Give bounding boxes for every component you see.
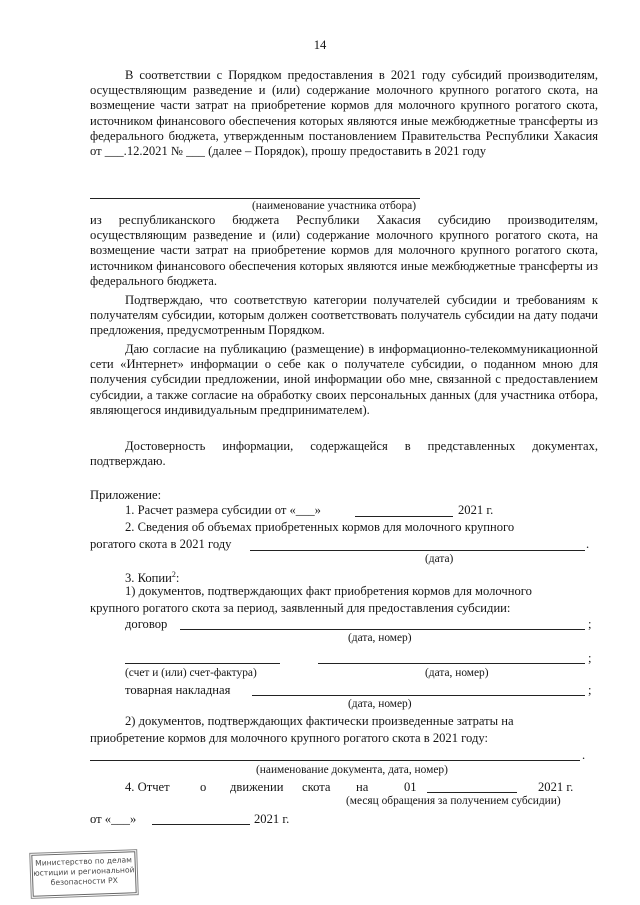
- item4-word-6: 01: [404, 780, 417, 794]
- sub1-line1: 1) документов, подтверждающих факт приобретения кормов для молочного: [125, 584, 532, 598]
- from-date-prefix: от «___»: [90, 812, 137, 826]
- contract-caption: (дата, номер): [348, 632, 412, 644]
- document-caption: (наименование документа, дата, номер): [256, 764, 448, 776]
- item1-date-line: [355, 516, 453, 517]
- item4-word-5: на: [356, 780, 369, 794]
- invoice-date-line: [318, 663, 585, 664]
- sub1-line2: крупного рогатого скота за период, заявленный для предоставления субсидии:: [90, 601, 511, 615]
- appendix-item-1: 1. Расчет размера субсидии от «___»: [125, 503, 321, 517]
- appendix-heading: Приложение:: [90, 488, 162, 502]
- consent-paragraph: Даю согласие на публикацию (размещение) в информационно-телекоммуникационной сети «Интернет» информации о себе как о получателе субсидии, о поданном мною для получения субсидии предложении, иной информации обо мне, связанной с предоставлением субсидии, а также согласие на обработку своих персональных данных (для участника отбора, являющегося индивидуальным предпринимателем).: [90, 342, 598, 417]
- from-date-line: [152, 824, 250, 825]
- item4-word-3: движении: [230, 780, 284, 794]
- stamp-line-1: Министерство по делам: [35, 855, 133, 868]
- item4-word-2: о: [200, 780, 207, 794]
- budget-paragraph: из республиканского бюджета Республики Хакасия субсидию производителям, осуществляющим разведение и (или) содержание молочного крупного рогатого скота, на возмещение части затрат на приобретение кормов для молочного крупного рогатого скота, источником финансового обеспечения которых являются иные межбюджетные трансферты из федерального бюджета.: [90, 213, 598, 288]
- waybill-semicolon: ;: [588, 683, 592, 697]
- item4-word-1: 4. Отчет: [125, 780, 170, 794]
- confirm-paragraph: Подтверждаю, что соответствую категории получателей субсидии и требованиям к получателям субсидии, которым должен соответствовать получатель субсидии на дату подачи предложения, предусмотренным Порядком.: [90, 293, 598, 338]
- item4-year: 2021 г.: [538, 780, 574, 794]
- document-period: .: [582, 748, 586, 762]
- reliability-paragraph: Достоверность информации, содержащейся в представленных документах, подтверждаю.: [90, 439, 598, 469]
- sub2-line1: 2) документов, подтверждающих фактически произведенные затраты на: [125, 714, 514, 728]
- item2-end: .: [586, 537, 590, 551]
- stamp-line-3: безопасности РХ: [50, 875, 118, 888]
- sub2-line2: приобретение кормов для молочного крупного рогатого скота в 2021 году:: [90, 731, 488, 745]
- appendix-item-2-line1: 2. Сведения об объемах приобретенных кормов для молочного крупного: [125, 520, 515, 534]
- item4-month-line: [427, 792, 517, 793]
- invoice-semicolon: ;: [588, 651, 592, 665]
- contract-line: [180, 629, 585, 630]
- waybill-line: [252, 695, 585, 696]
- item4-month-caption: (месяц обращения за получением субсидии): [346, 795, 561, 807]
- page-number: 14: [313, 38, 327, 52]
- waybill-caption: (дата, номер): [348, 698, 412, 710]
- invoice-date-caption: (дата, номер): [425, 667, 489, 679]
- item3-colon: :: [175, 571, 180, 586]
- footnote-mark: 2: [171, 570, 176, 579]
- participant-caption: (наименование участника отбора): [252, 200, 417, 212]
- item1-year: 2021 г.: [458, 503, 494, 517]
- invoice-line: [125, 663, 280, 664]
- item2-date-caption: (дата): [425, 553, 454, 565]
- item2-date-line: [250, 550, 585, 551]
- intro-paragraph: В соответствии с Порядком предоставления в 2021 году субсидий производителям, осуществляющим разведение и (или) содержание молочного крупного рогатого скота, на возмещение части затрат на приобретение кормов для молочного крупного рогатого скота, источником финансового обеспечения которых являются иные межбюджетные трансферты из федерального бюджета, утвержденным постановлением Правительства Республики Хакасия от ___.12.2021 № ___ (далее – Порядок), прошу предоставить в 2021 году: [90, 68, 598, 159]
- invoice-caption: (счет и (или) счет-фактура): [125, 667, 257, 679]
- participant-name-line: [90, 198, 420, 199]
- from-date-year: 2021 г.: [254, 812, 290, 826]
- document-line: [90, 760, 580, 761]
- item3-label: 3. Копии: [125, 571, 172, 586]
- contract-semicolon: ;: [588, 617, 592, 631]
- appendix-item-2-line2: рогатого скота в 2021 году: [90, 537, 232, 551]
- ministry-stamp: [31, 851, 136, 897]
- contract-label: договор: [125, 617, 168, 631]
- item4-word-4: скота: [302, 780, 331, 794]
- stamp-line-2: юстиции и региональной: [33, 865, 135, 878]
- waybill-label: товарная накладная: [125, 683, 231, 697]
